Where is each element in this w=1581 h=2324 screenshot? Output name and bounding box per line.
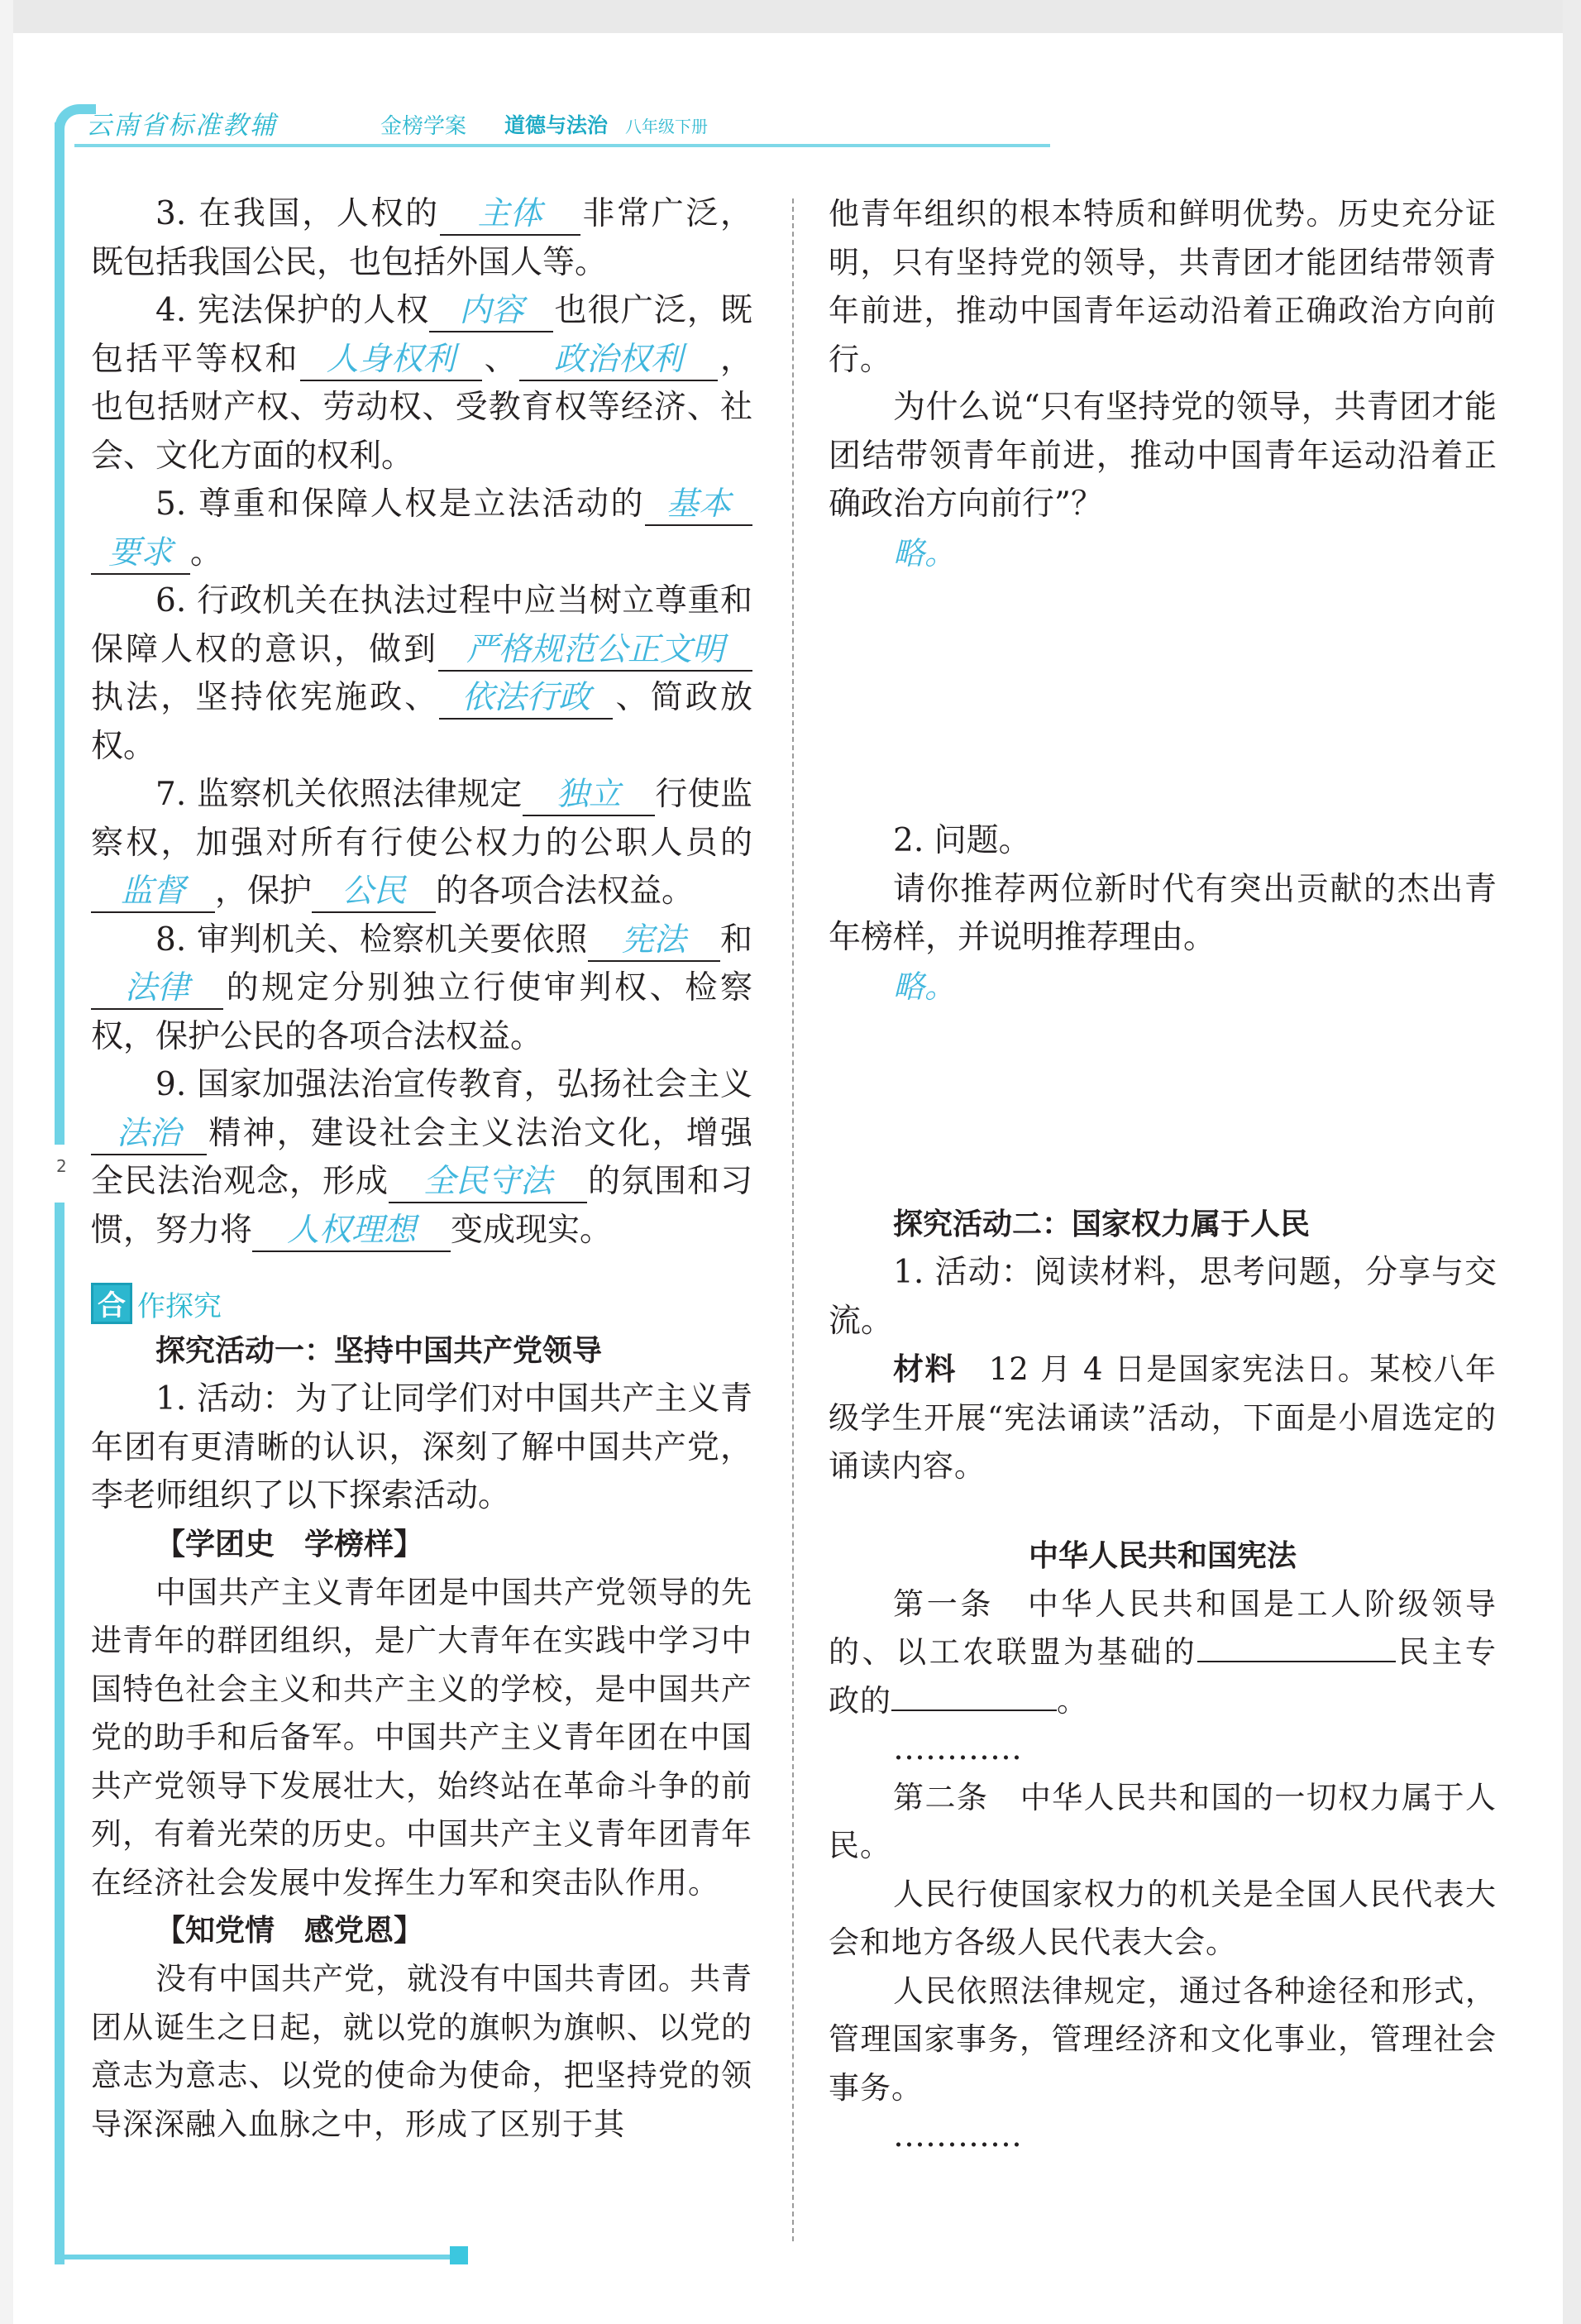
question-4: 4. 宪法保护的人权 内容 也很广泛，既包括平等权和 人身权利 、 政治权利 ，也包括财产权、劳动权、受教育权等经济、社会、文化方面的权利。 — [91, 292, 752, 475]
column-divider — [792, 198, 794, 2241]
activity-2-title: 探究活动二：国家权力属于人民 — [893, 1207, 1311, 1241]
question-2-text: 请你推荐两位新时代有突出贡献的杰出青年榜样，并说明推荐理由。 — [829, 870, 1497, 956]
header-subject: 道德与法治 — [504, 113, 609, 137]
page-edge-top — [0, 0, 1581, 33]
activity-1-intro: 1. 活动：为了让同学们对中国共产主义青年团有更清晰的认识，深刻了解中国共产党，李老师组织了以下探索活动。 — [91, 1380, 752, 1514]
header-grade: 八年级下册 — [625, 117, 708, 136]
page-edge-right — [1563, 0, 1581, 2324]
answer-1: 略。 — [893, 534, 957, 571]
answer-blank[interactable]: 依法行政 — [439, 678, 613, 720]
answer-blank[interactable]: 要求 — [91, 533, 190, 575]
question-6: 6. 行政机关在执法过程中应当树立尊重和保障人权的意识，做到 严格规范公正文明执法，坚持依宪施政、 依法行政 、简政放权。 — [91, 582, 752, 765]
continued-text: 他青年组织的根本特质和鲜明优势。历史充分证明，只有坚持党的领导，共青团才能团结带领青年前进，推动中国青年运动沿着正确政治方向前行。 — [829, 196, 1497, 377]
answer-blank[interactable]: 主体 — [440, 194, 580, 236]
page-edge-left — [0, 0, 13, 2324]
subsection-text: 中国共产主义青年团是中国共产党领导的先进青年的群团组织，是广大青年在实践中学习中国特色社会主义和共产主义的学校，是中国共产党的助手和后备军。中国共产主义青年团在中国共产党领导下发展壮大，始终站在革命斗争的前列，有着光荣的历史。中国共产主义青年团青年在经济社会发展中发挥生力军和突击队作用。 — [91, 1574, 752, 1901]
left-column — [91, 190, 752, 2149]
ellipsis: ………… — [893, 2117, 1022, 2154]
question-5: 5. 尊重和保障人权是立法活动的 基本要求 。 — [91, 481, 752, 577]
material-label: 材料 — [893, 1351, 958, 1387]
question-9: 9. 国家加强法治宣传教育，弘扬社会主义法治 精神，建设社会主义法治文化，增强全民法治观念，形成 全民守法 的氛围和习惯，努力将 人权理想 变成现实。 — [91, 1061, 752, 1255]
bottom-marker — [450, 2246, 468, 2264]
question-3: 3. 在我国，人权的 主体 非常广泛，既包括我国公民，也包括外国人等。 — [91, 195, 752, 281]
constitution-title: 中华人民共和国宪法 — [1028, 1538, 1297, 1573]
answer-blank[interactable] — [891, 1710, 1057, 1711]
bottom-rail — [55, 2255, 451, 2259]
activity-1-title: 探究活动一：坚持中国共产党领导 — [155, 1334, 603, 1368]
answer-blank[interactable]: 基本 — [645, 485, 752, 526]
answer-2: 略。 — [893, 968, 957, 1005]
answer-blank[interactable]: 公民 — [312, 872, 436, 913]
answer-blank[interactable]: 严格规范公正文明 — [438, 630, 752, 672]
section-heading-cooperate — [91, 1283, 752, 1324]
article-2-paragraph: 人民行使国家权力的机关是全国人民代表大会和地方各级人民代表大会。 — [829, 1876, 1497, 1960]
article-2: 第二条 中华人民共和国的一切权力属于人民。 — [829, 1779, 1497, 1863]
activity-2-intro: 1. 活动：阅读材料，思考问题，分享与交流。 — [829, 1254, 1497, 1340]
subsection-title: 【知党情 感党恩】 — [155, 1914, 424, 1948]
answer-blank[interactable]: 人身权利 — [300, 340, 482, 381]
header-rule — [74, 144, 1050, 147]
answer-blank[interactable]: 人权理想 — [252, 1211, 451, 1252]
question-1: 为什么说“只有坚持党的领导，共青团才能团结带领青年前进，推动中国青年运动沿着正确政治方向前行”？ — [829, 389, 1497, 523]
answer-blank[interactable]: 法律 — [91, 968, 223, 1010]
answer-blank[interactable]: 政治权利 — [519, 340, 718, 381]
header-title: 云南省标准教辅 — [86, 111, 277, 141]
answer-blank[interactable]: 独立 — [523, 775, 655, 816]
answer-blank[interactable]: 宪法 — [588, 921, 720, 962]
section-icon: 合 — [91, 1283, 132, 1324]
right-column — [829, 190, 1497, 2161]
answer-blank[interactable]: 全民守法 — [389, 1162, 587, 1203]
subsection-title: 【学团史 学榜样】 — [155, 1527, 424, 1561]
answer-blank[interactable]: 监督 — [91, 872, 215, 913]
page-number: 2 — [56, 1156, 67, 1176]
answer-blank[interactable] — [1197, 1661, 1396, 1662]
question-8: 8. 审判机关、检察机关要依照 宪法 和法律 的规定分别独立行使审判权、检察权，保护公民的各项合法权益。 — [91, 921, 752, 1055]
header-series: 金榜学案 — [380, 114, 467, 139]
article-1: 第一条 中华人民共和国是工人阶级领导的、以工农联盟为基础的 民主专政的 。 — [829, 1585, 1497, 1719]
answer-blank[interactable]: 法治 — [91, 1114, 207, 1155]
section-title: 作探究 — [137, 1289, 222, 1323]
article-2-paragraph: 人民依照法律规定，通过各种途径和形式，管理国家事务，管理经济和文化事业，管理社会事务。 — [829, 1973, 1497, 2106]
subsection-text: 没有中国共产党，就没有中国共青团。共青团从诞生之日起，就以党的旗帜为旗帜、以党的意志为意志、以党的使命为使命，把坚持党的领导深深融入血脉之中，形成了区别于其 — [91, 1961, 752, 2142]
page-header — [74, 93, 1050, 154]
answer-blank[interactable]: 内容 — [429, 291, 553, 332]
material-text: 材料 12 月 4 日是国家宪法日。某校八年级学生开展“宪法诵读”活动，下面是小眉选定的诵读内容。 — [829, 1351, 1497, 1484]
question-7: 7. 监察机关依照法律规定 独立 行使监察权，加强对所有行使公权力的公职人员的监督 ，保护 公民 的各项合法权益。 — [91, 771, 752, 916]
ellipsis: ………… — [893, 1730, 1022, 1767]
question-2-label: 2. 问题。 — [893, 822, 1031, 859]
